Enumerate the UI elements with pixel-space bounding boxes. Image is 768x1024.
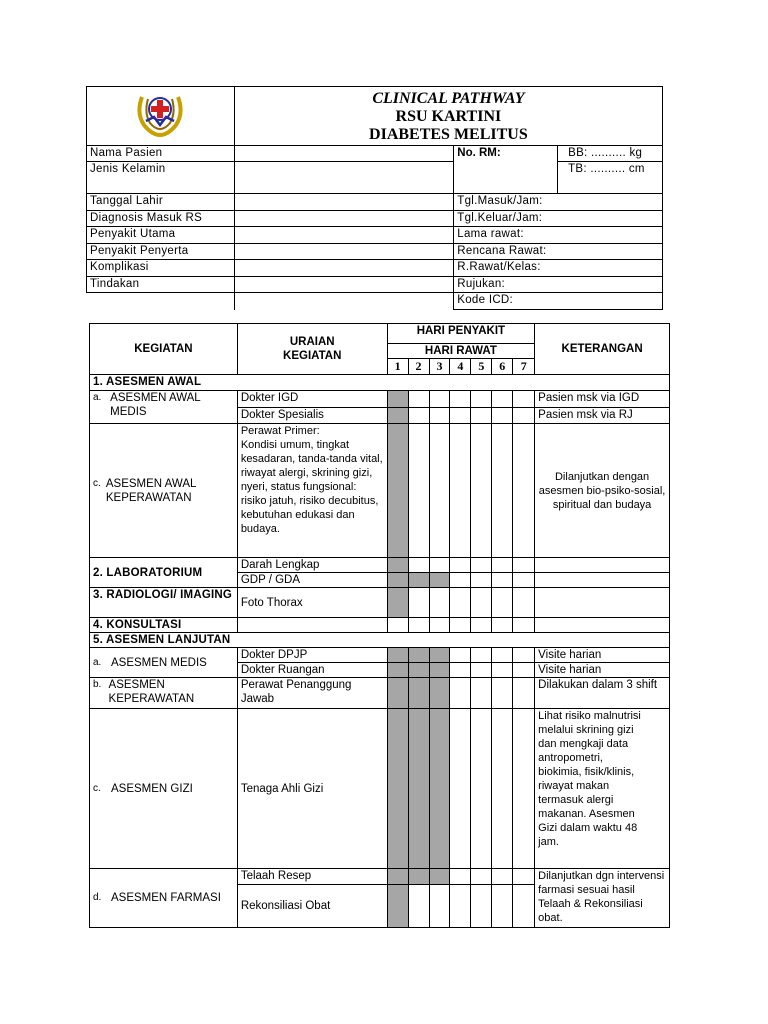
cell[interactable] [492,678,513,709]
doc-title: CLINICAL PATHWAY [372,90,525,107]
cell[interactable] [429,663,450,678]
uraian-darah-lengkap: Darah Lengkap [237,558,387,573]
cell[interactable] [471,869,492,885]
day-2: 2 [408,359,429,375]
cell[interactable] [513,869,535,885]
cell[interactable] [471,709,492,869]
pathway-table [89,323,670,928]
ket-visite-harian-2: Visite harian [535,663,670,678]
cell[interactable] [429,709,450,869]
idx: c. [93,782,101,794]
idx: d. [93,892,102,903]
cell[interactable] [429,424,450,558]
field-penyakit-utama[interactable] [234,227,453,244]
cell[interactable] [492,663,513,678]
cell[interactable] [492,709,513,869]
label-nama-pasien: Nama Pasien [87,146,235,162]
cell[interactable] [513,408,535,424]
uraian-rekonsiliasi-obat: Rekonsiliasi Obat [237,885,387,928]
cell[interactable] [513,588,535,618]
idx: a. [93,392,102,403]
day-6: 6 [492,359,513,375]
cell[interactable] [387,663,408,678]
uraian-dokter-igd: Dokter IGD [237,391,387,408]
cell[interactable] [450,885,471,928]
cell[interactable] [513,663,535,678]
cell[interactable] [492,869,513,885]
cell[interactable] [387,618,408,633]
idx: c. [93,477,101,489]
field-tanggal-lahir[interactable] [234,194,453,211]
field-jenis-kelamin[interactable] [234,162,453,194]
cell[interactable] [450,709,471,869]
item-asesmen-awal-medis [90,391,238,424]
cell[interactable] [450,424,471,558]
ket-empty [535,573,670,588]
cell[interactable] [387,885,408,928]
cell[interactable] [513,618,535,633]
field-nama-pasien[interactable] [234,146,453,162]
label: ASESMEN AWAL MEDIS [110,392,201,418]
label: ASESMEN AWAL KEPERAWATAN [105,477,196,504]
day-7: 7 [513,359,535,375]
cell[interactable] [492,558,513,573]
ket-empty [535,618,670,633]
hospital-name: RSU KARTINI [395,108,502,125]
label-lama-rawat: Lama rawat: [454,227,663,244]
cell[interactable] [471,558,492,573]
cell[interactable] [471,663,492,678]
cell[interactable] [492,391,513,408]
cell[interactable] [471,573,492,588]
cell[interactable] [471,648,492,663]
cell[interactable] [429,618,450,633]
cell[interactable] [408,618,429,633]
cell[interactable] [408,678,429,709]
cell[interactable] [513,885,535,928]
ket-visite-harian-1: Visite harian [535,648,670,663]
cell[interactable] [492,424,513,558]
cell[interactable] [387,558,408,573]
cell[interactable] [387,588,408,618]
cell[interactable] [471,408,492,424]
cell[interactable] [492,588,513,618]
cell[interactable] [387,424,408,558]
label-tgl-masuk: Tgl.Masuk/Jam: [454,194,663,211]
ket-empty [535,588,670,618]
label-tanggal-lahir: Tanggal Lahir [87,194,235,211]
cell[interactable] [387,678,408,709]
label-rawat-kelas: R.Rawat/Kelas: [454,260,663,277]
col-kegiatan: KEGIATAN [90,324,238,375]
cell[interactable] [471,588,492,618]
diagnosis-title: DIABETES MELITUS [369,126,528,143]
item-asesmen-gizi [90,709,238,869]
uraian-perawat-pj: Perawat Penanggung Jawab [237,678,387,709]
hospital-logo [134,91,186,137]
cell[interactable] [513,391,535,408]
cell[interactable] [387,573,408,588]
cell[interactable] [450,588,471,618]
cell[interactable] [471,391,492,408]
cell[interactable] [492,618,513,633]
uraian-title: Perawat Primer: [240,425,320,437]
label: ASESMEN KEPERAWATAN [108,679,195,705]
label-rujukan: Rujukan: [454,277,663,293]
uraian-gdp-gda: GDP / GDA [237,573,387,588]
cell[interactable] [387,709,408,869]
label-penyakit-penyerta: Penyakit Penyerta [87,244,235,260]
uraian-body: Kondisi umum, tingkat kesadaran, tanda-tanda vital, riwayat alergi, skrining gizi, nyeri, status fungsional: risiko jatuh, risiko decubitus, kebutuhan edukasi dan budaya. [240,439,383,535]
cell[interactable] [429,678,450,709]
label: ASESMEN GIZI [111,782,193,795]
cell[interactable] [408,424,429,558]
uraian-ahli-gizi: Tenaga Ahli Gizi [237,709,387,869]
cell[interactable] [408,408,429,424]
cell[interactable] [387,391,408,408]
cell[interactable] [513,709,535,869]
label-rencana-rawat: Rencana Rawat: [454,244,663,260]
uraian-telaah-resep: Telaah Resep [237,869,387,885]
section-asesmen-lanjutan: 5. ASESMEN LANJUTAN [90,633,388,648]
cell[interactable] [450,663,471,678]
cell[interactable] [408,869,429,885]
label-tgl-keluar: Tgl.Keluar/Jam: [454,211,663,227]
cell[interactable] [408,573,429,588]
cell[interactable] [450,648,471,663]
label-diagnosis-masuk: Diagnosis Masuk RS [87,211,235,227]
cell[interactable] [408,648,429,663]
cell[interactable] [408,558,429,573]
field-tindakan[interactable] [234,277,453,293]
ket-3-shift: Dilakukan dalam 3 shift [535,678,670,709]
item-asesmen-medis [90,648,238,678]
cell[interactable] [408,885,429,928]
section-laboratorium: 2. LABORATORIUM [90,558,238,588]
item-asesmen-farmasi [90,869,238,928]
label-jenis-kelamin: Jenis Kelamin [87,162,235,194]
idx: b. [93,679,102,690]
cell[interactable] [450,618,471,633]
uraian-foto-thorax: Foto Thorax [237,588,387,618]
cell[interactable] [450,408,471,424]
ket-intervensi-farmasi: Dilanjutkan dgn intervensi farmasi sesuai hasil Telaah & Rekonsiliasi obat. [535,869,670,928]
section-radiologi: 3. RADIOLOGI/ IMAGING [90,588,238,618]
cell[interactable] [513,558,535,573]
ket-via-rj: Pasien msk via RJ [535,408,670,424]
idx: a. [93,656,102,668]
cell[interactable] [387,648,408,663]
patient-header-table [86,86,663,310]
cell[interactable] [387,408,408,424]
uraian-empty [237,618,387,633]
cell[interactable] [429,408,450,424]
cell[interactable] [492,573,513,588]
section-konsultasi: 4. KONSULTASI [90,618,238,633]
cell[interactable] [450,391,471,408]
cell[interactable] [513,424,535,558]
cell[interactable] [429,588,450,618]
logo-cell [87,87,235,146]
col-uraian-kegiatan: URAIAN KEGIATAN [237,324,387,375]
cell[interactable] [387,869,408,885]
label-tindakan: Tindakan [87,277,235,293]
label-tb: TB: .......... cm [558,162,663,194]
ket-bio-psiko-sosial: Dilanjutkan dengan asesmen bio-psiko-sosial, spiritual dan budaya [535,424,670,558]
ket-empty [535,558,670,573]
cell[interactable] [429,573,450,588]
cell[interactable] [492,408,513,424]
cell[interactable] [408,709,429,869]
cell[interactable] [429,869,450,885]
ket-via-igd: Pasien msk via IGD [535,391,670,408]
cell[interactable] [408,391,429,408]
cell[interactable] [429,648,450,663]
cell[interactable] [492,648,513,663]
item-asesmen-keperawatan [90,678,238,709]
day-1: 1 [387,359,408,375]
cell[interactable] [408,663,429,678]
cell[interactable] [429,885,450,928]
label-bb: BB: .......... kg [558,146,663,162]
field-penyakit-penyerta[interactable] [234,244,453,260]
cell[interactable] [513,648,535,663]
label-penyakit-utama: Penyakit Utama [87,227,235,244]
cell[interactable] [429,558,450,573]
day-5: 5 [471,359,492,375]
cell[interactable] [471,885,492,928]
cell[interactable] [450,678,471,709]
uraian-dokter-dpjp: Dokter DPJP [237,648,387,663]
label: ASESMEN FARMASI [111,892,221,904]
cell[interactable] [513,573,535,588]
section-asesmen-awal: 1. ASESMEN AWAL [90,375,388,391]
uraian-perawat-primer [237,424,387,558]
label-komplikasi: Komplikasi [87,260,235,277]
cell[interactable] [450,573,471,588]
cell[interactable] [471,618,492,633]
title-cell [234,87,662,146]
col-keterangan: KETERANGAN [535,324,670,375]
field-diagnosis-masuk[interactable] [234,211,453,227]
day-3: 3 [429,359,450,375]
cell[interactable] [450,558,471,573]
cell[interactable] [471,424,492,558]
day-4: 4 [450,359,471,375]
col-hari-rawat: HARI RAWAT [387,344,535,359]
ket-skrining-gizi: Lihat risiko malnutrisi melalui skrining gizi dan mengkaji data antropometri, biokimia, fisik/klinis, riwayat makan termasuk alergi makanan. Asesmen Gizi dalam waktu 48 jam. [535,709,670,869]
cell[interactable] [408,588,429,618]
col-hari-penyakit: HARI PENYAKIT [387,324,535,344]
label: ASESMEN MEDIS [111,656,207,669]
uraian-dokter-ruangan: Dokter Ruangan [237,663,387,678]
label-no-rm: No. RM: [454,146,558,194]
cell[interactable] [450,869,471,885]
item-asesmen-awal-keperawatan [90,424,238,558]
field-komplikasi[interactable] [234,260,453,277]
cell[interactable] [513,678,535,709]
cell[interactable] [471,678,492,709]
uraian-dokter-spesialis: Dokter Spesialis [237,408,387,424]
cell[interactable] [492,885,513,928]
cell[interactable] [429,391,450,408]
label-kode-icd: Kode ICD: [454,293,663,310]
